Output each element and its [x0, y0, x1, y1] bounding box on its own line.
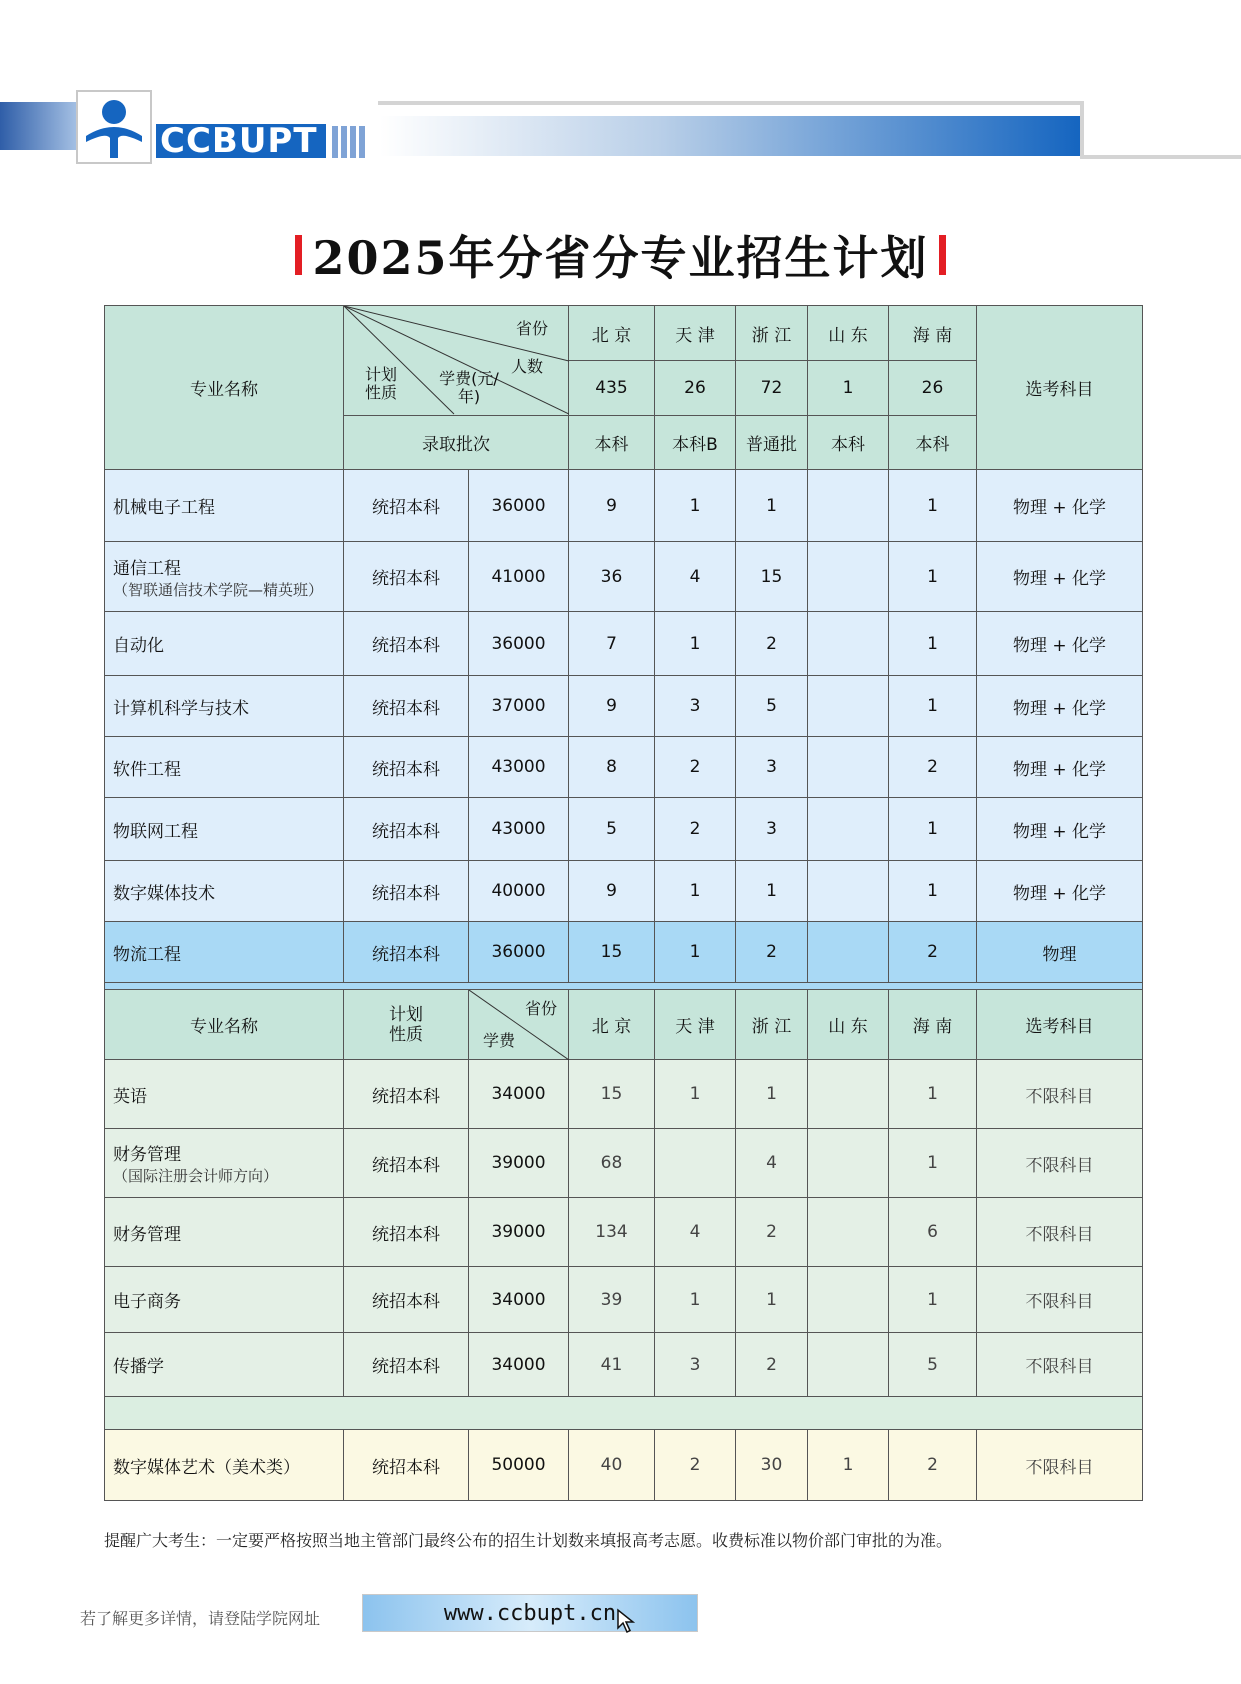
count-cell [808, 542, 889, 612]
major-name-cell [105, 470, 344, 542]
table-row [105, 798, 1143, 861]
subject-cell: 物理 + 化学 [977, 798, 1143, 861]
header-line [1080, 101, 1084, 159]
fee-cell: 37000 [469, 676, 569, 737]
major-name: 通信工程 [113, 558, 181, 579]
count-cell: 1 [889, 1060, 977, 1129]
count-cell [808, 1333, 889, 1397]
batch-cell: 本科 [569, 416, 655, 470]
count-cell: 5 [736, 676, 808, 737]
major-name: 物联网工程 [113, 821, 198, 842]
count-cell: 4 [655, 1198, 736, 1267]
major-name-cell [105, 737, 344, 798]
province-header: 北 京 [569, 306, 655, 361]
header-line [378, 101, 1084, 105]
major-name: 电子商务 [113, 1292, 181, 1312]
major-name-cell [105, 542, 344, 612]
province-header: 天 津 [655, 990, 736, 1060]
fee-diagonal-header [469, 990, 569, 1060]
major-name: 机械电子工程 [113, 498, 215, 518]
table-row [105, 1333, 1143, 1397]
count-cell [808, 1267, 889, 1333]
major-name-cell [105, 1267, 344, 1333]
header-stripes [332, 126, 368, 158]
province-total: 435 [569, 361, 655, 416]
count-cell [808, 1129, 889, 1198]
major-name: 数字媒体艺术（美术类） [105, 1430, 344, 1501]
count-cell [808, 470, 889, 542]
fee-cell: 36000 [469, 470, 569, 542]
subject-cell: 物理 + 化学 [977, 470, 1143, 542]
count-cell [808, 798, 889, 861]
major-name: 财务管理 [113, 1145, 181, 1165]
province-total: 1 [808, 361, 889, 416]
count-cell: 2 [889, 922, 977, 983]
count-cell: 1 [889, 798, 977, 861]
header-line [1080, 155, 1241, 159]
footer-prompt: 若了解更多详情，请登陆学院网址 [80, 1609, 321, 1628]
major-name-cell [105, 612, 344, 676]
table-separator [105, 983, 1143, 990]
batch-cell: 本科 [889, 416, 977, 470]
count-cell: 9 [569, 861, 655, 922]
count-cell: 41 [569, 1333, 655, 1397]
province-corner-label: 省份 [516, 319, 549, 338]
count-cell: 2 [655, 1430, 736, 1501]
major-name: 数字媒体技术 [113, 883, 215, 904]
count-cell: 36 [569, 542, 655, 612]
major-name: 财务管理 [113, 1224, 181, 1245]
table-row [105, 1060, 1143, 1129]
title-block [0, 222, 1241, 288]
fee-cell: 43000 [469, 798, 569, 861]
plan-type: 统招本科 [344, 1060, 469, 1129]
subject-cell: 物理 + 化学 [977, 676, 1143, 737]
header-bar-right [380, 116, 1080, 156]
count-cell: 1 [655, 612, 736, 676]
subject-cell: 不限科目 [977, 1333, 1143, 1397]
subject-cell: 物理 + 化学 [977, 542, 1143, 612]
plan-type: 统招本科 [344, 1267, 469, 1333]
plan-type: 统招本科 [344, 1129, 469, 1198]
major-subtitle: （智联通信技术学院—精英班） [113, 580, 324, 599]
major-header: 专业名称 [105, 990, 344, 1060]
count-cell: 2 [736, 922, 808, 983]
plan-type: 统招本科 [344, 1198, 469, 1267]
count-cell: 40 [569, 1430, 655, 1501]
cursor-icon [616, 1608, 638, 1634]
count-cell: 1 [889, 612, 977, 676]
count-cell: 1 [889, 861, 977, 922]
count-cell: 2 [889, 737, 977, 798]
major-name-cell [105, 1129, 344, 1198]
fee-corner-label: 学费 [483, 1031, 516, 1050]
province-header: 北 京 [569, 990, 655, 1060]
count-cell: 1 [736, 470, 808, 542]
count-cell: 1 [889, 542, 977, 612]
brand-name: CCBUPT [156, 124, 326, 158]
table-row [105, 922, 1143, 983]
subject-header: 选考科目 [977, 306, 1143, 470]
count-cell: 1 [655, 861, 736, 922]
major-name-cell [105, 861, 344, 922]
count-cell: 4 [655, 542, 736, 612]
province-header: 天 津 [655, 306, 736, 361]
province-header: 海 南 [889, 306, 977, 361]
fee-cell: 36000 [469, 612, 569, 676]
major-name-cell [105, 1333, 344, 1397]
count-cell: 1 [655, 470, 736, 542]
count-cell [808, 1060, 889, 1129]
count-cell: 3 [736, 737, 808, 798]
fee-cell: 36000 [469, 922, 569, 983]
plan-type: 统招本科 [344, 612, 469, 676]
major-name-cell [105, 922, 344, 983]
plan-type: 统招本科 [344, 861, 469, 922]
plan-type: 统招本科 [344, 798, 469, 861]
count-cell: 9 [569, 470, 655, 542]
plan-type: 统招本科 [344, 542, 469, 612]
plan-type: 统招本科 [344, 922, 469, 983]
subject-cell: 物理 [977, 922, 1143, 983]
subject-cell: 物理 + 化学 [977, 737, 1143, 798]
plan-type: 统招本科 [344, 676, 469, 737]
table-gap-row [105, 1397, 1143, 1430]
major-name: 传播学 [113, 1357, 164, 1377]
plan-type: 统招本科 [344, 1430, 469, 1501]
count-cell: 5 [889, 1333, 977, 1397]
subject-cell: 物理 + 化学 [977, 612, 1143, 676]
subject-cell: 不限科目 [977, 1430, 1143, 1501]
fee-cell: 34000 [469, 1333, 569, 1397]
subject-cell: 不限科目 [977, 1060, 1143, 1129]
count-cell: 3 [655, 676, 736, 737]
fee-cell: 40000 [469, 861, 569, 922]
count-cell: 2 [889, 1430, 977, 1501]
count-cell: 15 [736, 542, 808, 612]
fee-cell: 50000 [469, 1430, 569, 1501]
subject-cell: 不限科目 [977, 1129, 1143, 1198]
province-header: 浙 江 [736, 990, 808, 1060]
count-cell [808, 1198, 889, 1267]
count-cell: 15 [569, 1060, 655, 1129]
table-row [105, 542, 1143, 612]
count-cell: 2 [736, 1198, 808, 1267]
province-total: 72 [736, 361, 808, 416]
province-total: 26 [655, 361, 736, 416]
fee-cell: 43000 [469, 737, 569, 798]
table-row [105, 1198, 1143, 1267]
table-row [105, 1129, 1143, 1198]
count-cell: 1 [808, 1430, 889, 1501]
major-subtitle: （国际注册会计师方向） [113, 1167, 279, 1185]
count-cell [808, 861, 889, 922]
batch-cell: 普通批 [736, 416, 808, 470]
batch-cell: 本科B [655, 416, 736, 470]
province-header: 海 南 [889, 990, 977, 1060]
count-cell: 1 [736, 1267, 808, 1333]
major-name-cell [105, 798, 344, 861]
count-corner-label: 人数 [510, 357, 543, 376]
admission-plan-table [104, 305, 1143, 1501]
count-cell: 4 [736, 1129, 808, 1198]
count-cell: 2 [736, 612, 808, 676]
count-cell: 134 [569, 1198, 655, 1267]
major-name: 英语 [113, 1086, 147, 1107]
page-title: 2025年分省分专业招生计划 [312, 231, 929, 285]
batch-header: 录取批次 [344, 416, 569, 470]
fee-corner-label: 学费(元/年) [439, 369, 499, 406]
website-link[interactable]: www.ccbupt.cn [362, 1594, 698, 1632]
count-cell: 1 [736, 1060, 808, 1129]
count-cell: 1 [889, 1129, 977, 1198]
province-header: 浙 江 [736, 306, 808, 361]
count-cell: 1 [889, 1267, 977, 1333]
count-cell: 15 [569, 922, 655, 983]
count-cell [808, 737, 889, 798]
count-cell [808, 612, 889, 676]
table-row [105, 861, 1143, 922]
count-cell: 5 [569, 798, 655, 861]
province-total: 26 [889, 361, 977, 416]
subject-header: 选考科目 [977, 990, 1143, 1060]
count-cell: 1 [736, 861, 808, 922]
table-row [105, 676, 1143, 737]
count-cell: 9 [569, 676, 655, 737]
major-name: 物流工程 [113, 944, 181, 965]
count-cell: 30 [736, 1430, 808, 1501]
province-header: 山 东 [808, 990, 889, 1060]
count-cell: 39 [569, 1267, 655, 1333]
notice-text: 提醒广大考生：一定要严格按照当地主管部门最终公布的招生计划数来填报高考志愿。收费标准以物价部门审批的为准。 [104, 1531, 953, 1550]
major-name: 自动化 [113, 636, 164, 656]
count-cell: 1 [889, 470, 977, 542]
province-corner-label: 省份 [525, 999, 558, 1018]
title-mark-right [939, 235, 946, 275]
subject-cell: 不限科目 [977, 1198, 1143, 1267]
count-cell: 2 [736, 1333, 808, 1397]
count-cell [655, 1129, 736, 1198]
count-cell: 7 [569, 612, 655, 676]
count-cell: 2 [655, 737, 736, 798]
major-name-cell [105, 1060, 344, 1129]
plan-corner-label: 计划性质 [364, 365, 397, 402]
count-cell: 3 [736, 798, 808, 861]
count-cell: 2 [655, 798, 736, 861]
table-row [105, 1267, 1143, 1333]
major-name: 软件工程 [113, 759, 181, 780]
major-header: 专业名称 [105, 306, 344, 470]
fee-cell: 34000 [469, 1060, 569, 1129]
table-row [105, 1430, 1143, 1501]
count-cell: 68 [569, 1129, 655, 1198]
fee-cell: 34000 [469, 1267, 569, 1333]
table-row [105, 737, 1143, 798]
table-row [105, 470, 1143, 542]
fee-cell: 41000 [469, 542, 569, 612]
count-cell: 8 [569, 737, 655, 798]
count-cell: 1 [655, 1267, 736, 1333]
count-cell: 3 [655, 1333, 736, 1397]
fee-cell: 39000 [469, 1129, 569, 1198]
major-name-cell [105, 676, 344, 737]
batch-cell: 本科 [808, 416, 889, 470]
province-header: 山 东 [808, 306, 889, 361]
major-name-cell [105, 1198, 344, 1267]
header-bar-left [0, 102, 80, 150]
diagonal-header [344, 306, 569, 416]
logo [76, 90, 152, 164]
fee-cell: 39000 [469, 1198, 569, 1267]
major-name: 计算机科学与技术 [113, 698, 249, 719]
count-cell: 1 [655, 1060, 736, 1129]
logo-icon [78, 92, 150, 162]
title-mark-left [295, 235, 302, 275]
count-cell: 1 [655, 922, 736, 983]
subject-cell: 物理 + 化学 [977, 861, 1143, 922]
plan-type: 统招本科 [344, 737, 469, 798]
count-cell [808, 676, 889, 737]
count-cell: 6 [889, 1198, 977, 1267]
plan-header: 计划性质 [344, 990, 469, 1060]
plan-type: 统招本科 [344, 1333, 469, 1397]
count-cell [808, 922, 889, 983]
subject-cell: 不限科目 [977, 1267, 1143, 1333]
count-cell: 1 [889, 676, 977, 737]
plan-type: 统招本科 [344, 470, 469, 542]
table-row [105, 612, 1143, 676]
